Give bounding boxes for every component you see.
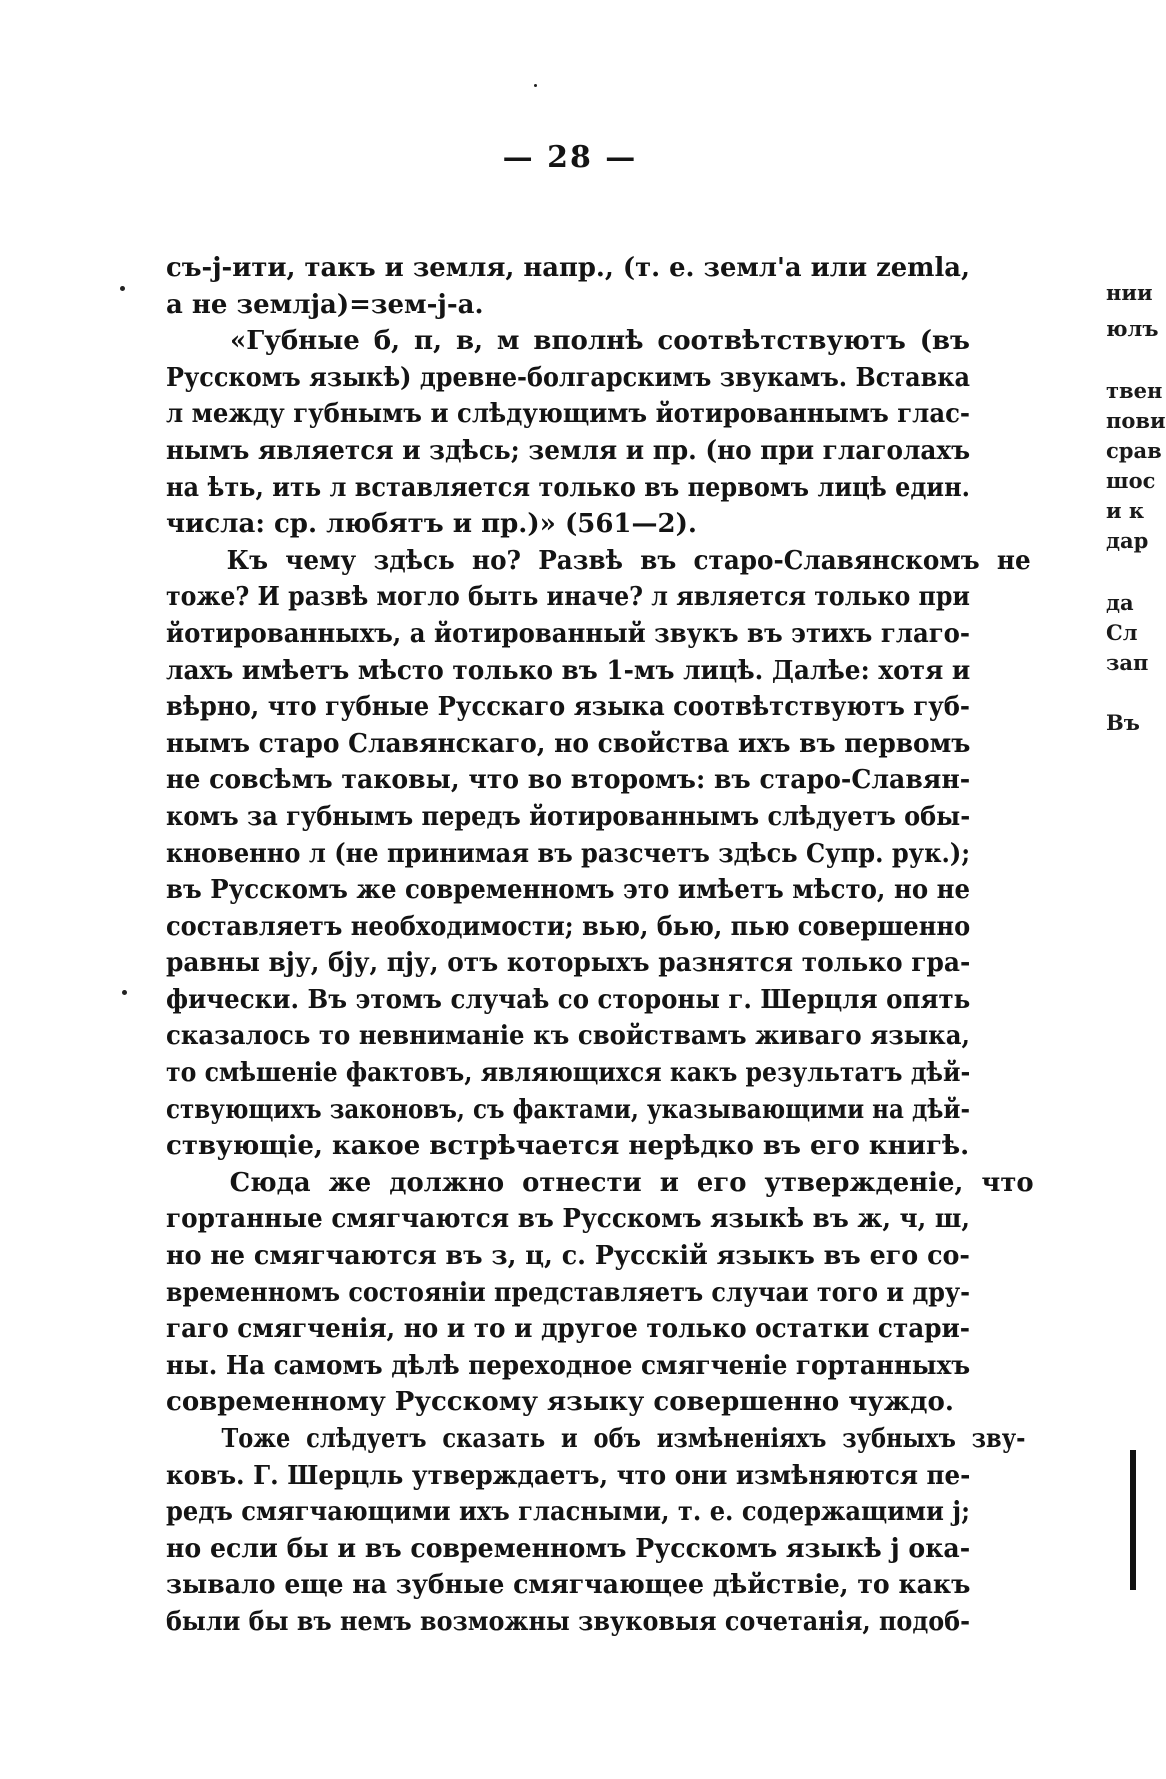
text-line: нымъ является и здѣсь; земля и пр. (но при глаголахъ (166, 435, 971, 466)
text-line: равны вjу, бjу, пjу, отъ которыхъ разнятся только гра- (166, 948, 971, 979)
text-line: зывало еще на зубные смягчающее дѣйствіе, то какъ (166, 1570, 971, 1601)
adjacent-page-fragment: пови (1106, 408, 1166, 433)
adjacent-page-fragment: нии (1106, 280, 1153, 305)
text-line: комъ за губнымъ передъ йотированнымъ слѣдуетъ обы- (166, 801, 971, 832)
adjacent-page-fragment: дар (1106, 528, 1149, 553)
text-line: составляетъ необходимости; вью, бью, пью совершенно (166, 911, 971, 942)
page-edge-shadow (1130, 1450, 1136, 1590)
adjacent-page-fragment: зап (1106, 650, 1149, 675)
text-line: а не землjа)=зем-j-а. (166, 289, 484, 320)
adjacent-page-fragment: Сл (1106, 620, 1138, 645)
body-text (166, 250, 1034, 1641)
text-line: временномъ состояніи представляетъ случаи того и дру- (166, 1277, 971, 1308)
adjacent-page-edge (1104, 280, 1166, 820)
text-line: Къ чему здѣсь но? Развѣ въ старо-Славянскомъ не (226, 545, 1031, 576)
text-line: гортанные смягчаются въ Русскомъ языкѣ въ ж, ч, ш, (166, 1204, 970, 1235)
text-line: ковъ. Г. Шерцль утверждаетъ, что они измѣняются пе- (166, 1460, 971, 1491)
text-line: лахъ имѣетъ мѣсто только въ 1-мъ лицѣ. Далѣе: хотя и (166, 655, 971, 686)
text-line: гаго смягченія, но и то и другое только остатки стари- (166, 1314, 971, 1345)
text-line: йотированныхъ, а йотированный звукъ въ этихъ глаго- (166, 618, 971, 649)
text-line: «Губные б, п, в, м вполнѣ соотвѣтствуютъ (въ (230, 326, 970, 357)
text-line: сказалось то невниманіе къ свойствамъ живаго языка, (166, 1021, 971, 1052)
text-line: числа: ср. любятъ и пр.)» (561—2). (166, 509, 697, 540)
print-speck (120, 286, 125, 291)
text-line: редъ смягчающими ихъ гласными, т. е. содержащими j; (166, 1497, 970, 1528)
text-line: современному Русскому языку совершенно чуждо. (166, 1387, 954, 1418)
text-line: фически. Въ этомъ случаѣ со стороны г. Шерцля опять (166, 984, 971, 1015)
adjacent-page-fragment: да (1106, 590, 1134, 615)
text-line: не совсѣмъ таковы, что во второмъ: въ старо-Славян- (166, 765, 971, 796)
text-line: въ Русскомъ же современномъ это имѣетъ мѣсто, но не (166, 875, 971, 906)
adjacent-page-fragment: срав (1106, 438, 1162, 463)
text-line: на ѣть, ить л вставляется только въ первомъ лицѣ един. (166, 472, 970, 503)
text-line: ны. На самомъ дѣлѣ переходное смягченіе гортанныхъ (166, 1350, 971, 1381)
text-line: Тоже слѣдуетъ сказать и объ измѣненіяхъ зубныхъ зву- (221, 1424, 1026, 1454)
text-line: ствующіе, какое встрѣчается нерѣдко въ его книгѣ. (166, 1131, 970, 1162)
adjacent-page-fragment: юлъ (1106, 316, 1159, 341)
text-line: то смѣшеніе фактовъ, являющихся какъ результатъ дѣй- (166, 1058, 971, 1089)
print-speck (122, 990, 127, 995)
text-line: Сюда же должно отнести и его утвержденіе, что (229, 1167, 1034, 1198)
print-speck (534, 84, 537, 87)
adjacent-page-fragment: и к (1106, 498, 1145, 523)
text-line: тоже? И развѣ могло быть иначе? л является только при (166, 582, 970, 613)
text-line: вѣрно, что губные Русскаго языка соотвѣтствуютъ губ- (166, 692, 970, 723)
adjacent-page-fragment: Въ (1106, 710, 1140, 735)
text-line: ствующихъ законовъ, съ фактами, указывающими на дѣй- (166, 1094, 970, 1125)
adjacent-page-fragment: твен (1106, 378, 1163, 403)
text-line: съ-j-ити, такъ и земля, напр., (т. е. земл'а или zemla, (166, 253, 971, 283)
text-line: Русскомъ языкѣ) древне-болгарскимъ звукамъ. Вставка (166, 362, 970, 393)
text-line: были бы въ немъ возможны звуковыя сочетанія, подоб- (166, 1606, 970, 1637)
text-line: л между губнымъ и слѣдующимъ йотированнымъ глас- (166, 399, 971, 430)
text-line: но если бы и въ современномъ Русскомъ языкѣ j ока- (166, 1533, 971, 1564)
page-number: — 28 — (502, 140, 638, 175)
text-line: но не смягчаются въ з, ц, с. Русскій языкъ въ его со- (166, 1241, 970, 1272)
text-line: нымъ старо Славянскаго, но свойства ихъ въ первомъ (166, 728, 971, 759)
text-line: кновенно л (не принимая въ разсчетъ здѣсь Супр. рук.); (166, 838, 971, 869)
adjacent-page-fragment: шос (1106, 468, 1156, 493)
